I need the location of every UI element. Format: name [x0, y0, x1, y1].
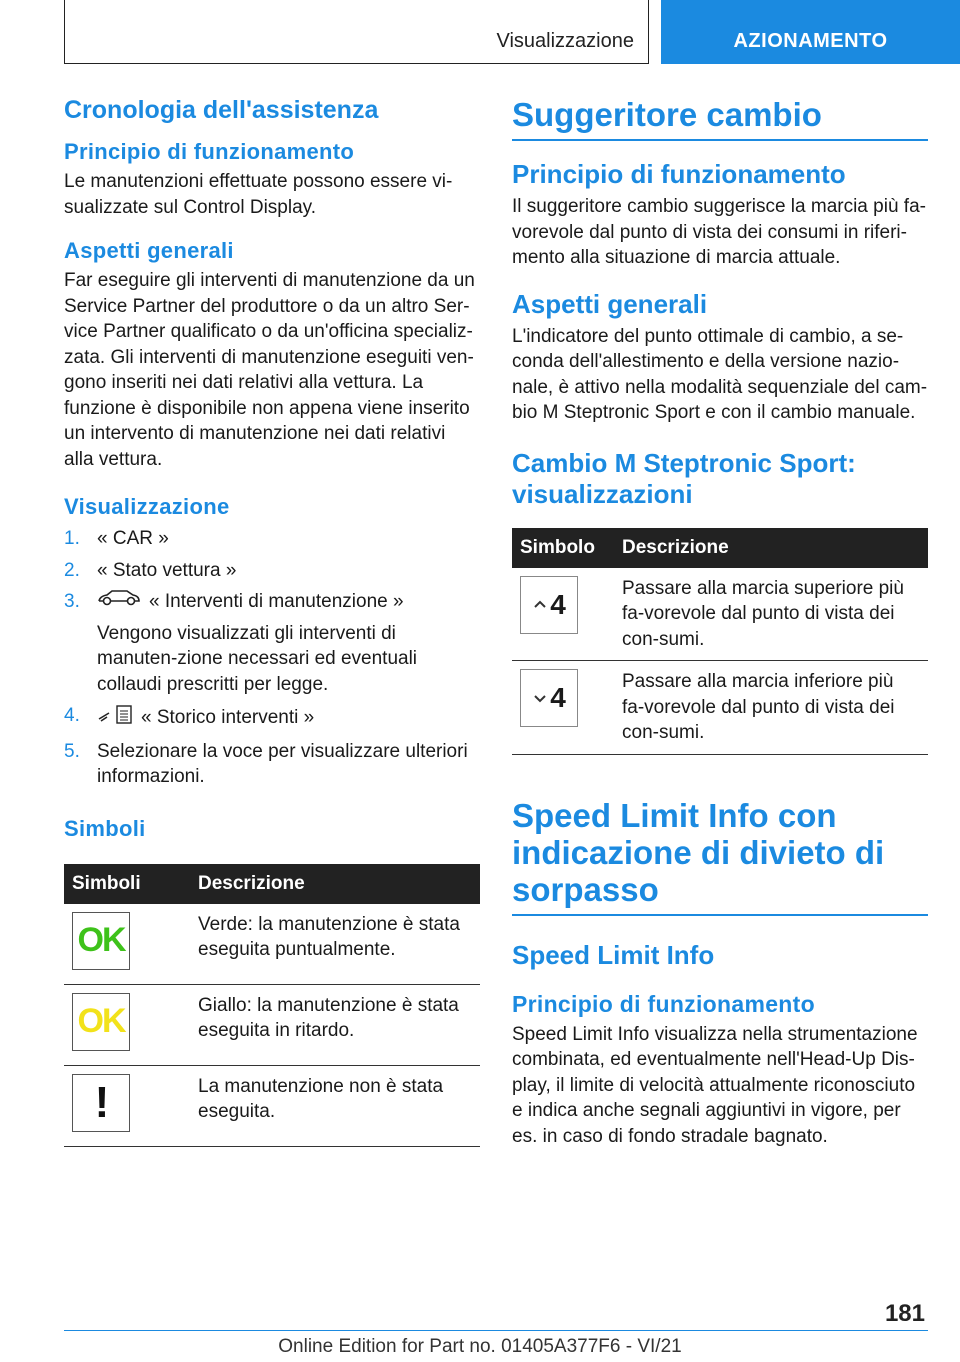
service-history-icon — [97, 703, 133, 733]
heading-aspetti: Aspetti generali — [64, 238, 234, 263]
header-section-box — [64, 0, 649, 64]
heading-principio: Principio di funzionamento — [64, 139, 355, 164]
table-cell: Giallo: la manutenzione è stata eseguita in ritardo. — [190, 984, 480, 1065]
table-row — [512, 568, 928, 661]
footer-divider — [64, 1330, 928, 1331]
list-item — [64, 703, 480, 733]
heading-aspetti: Aspetti generali — [512, 288, 708, 319]
page-number: 181 — [884, 1300, 925, 1327]
table-header: Descrizione — [614, 528, 928, 568]
text-principio: Il suggeritore cambio suggerisce la marcia più fa-vorevole dal punto di vista dei consumi in riferi-mento alla situazione di marcia attuale. — [512, 196, 926, 268]
upshift-icon: 4 — [520, 576, 578, 634]
footer-edition: Online Edition for Part no. 01405A377F6 - VI/21 — [278, 1336, 682, 1357]
step-number: 1. — [64, 528, 80, 549]
header-chapter: AZIONAMENTO — [733, 30, 888, 52]
step-number: 2. — [64, 559, 80, 581]
step-text: « Stato vettura » — [97, 559, 237, 581]
right-column — [512, 96, 928, 1149]
step-number: 3. — [64, 591, 80, 612]
table-header: Simbolo — [512, 528, 614, 568]
text-aspetti: Far eseguire gli interventi di manutenzione da un Service Partner del produttore o da un altro Ser-vice Partner qualificato o da un'officina specializ-zata. Gli interventi di manutenzione eseguiti ven-gono inseriti nei dati relativi alla vettura. La funzione è disponibile non appena viene inserito un intervento di manutenzione nei dati relativi alla vettura. — [64, 270, 475, 470]
section-title: Suggeritore cambio — [512, 96, 928, 141]
heading-simboli: Simboli — [64, 815, 146, 841]
text-principio-2: Speed Limit Info visualizza nella strumentazione combinata, ed eventualmente nell'Head-Up Dis-play, il limite di velocità attualmente riconosciuto e indica anche segnali aggiuntivi in vigore, per es. in caso di fondo stradale bagnato. — [512, 1023, 918, 1147]
list-item — [64, 558, 480, 584]
step-text: « CAR » — [97, 528, 169, 549]
table-header: Simboli — [64, 864, 190, 904]
steps-list — [64, 526, 480, 790]
step-number: 4. — [64, 705, 80, 727]
step-text: « Interventi di manutenzione » — [149, 591, 404, 612]
symbols-table — [64, 864, 480, 1147]
ok-green-icon: OK — [72, 912, 130, 970]
header-chapter-box — [661, 0, 960, 64]
list-item — [64, 589, 480, 697]
section-title-2: Speed Limit Info con indicazione di divieto di sorpasso — [512, 797, 928, 916]
text-aspetti: L'indicatore del punto ottimale di cambio, a se-conda dell'allestimento e della versione nazio-nale, è attivo nella modalità sequenziale del cam-bio M Steptronic Sport e con il cambio manuale. — [512, 325, 928, 423]
header-section: Visualizzazione — [496, 30, 634, 52]
list-item — [64, 739, 480, 790]
step-note: Vengono visualizzati gli interventi di manuten-zione necessari ed eventuali collaudi prescritti per legge. — [97, 622, 418, 695]
step-number: 5. — [64, 740, 80, 762]
table-cell: Passare alla marcia superiore più fa-vorevole dal punto di vista dei con-sumi. — [614, 568, 928, 661]
table-row — [64, 904, 480, 985]
left-column — [64, 96, 480, 1147]
heading-visualizzazione: Visualizzazione — [64, 494, 230, 519]
heading-cambio: Cambio M Steptronic Sport: visualizzazioni — [512, 447, 856, 509]
table-row — [64, 1065, 480, 1146]
step-text: Selezionare la voce per visualizzare ulteriori informazioni. — [97, 740, 468, 788]
heading-principio-2: Principio di funzionamento — [512, 990, 815, 1017]
gear-table — [512, 528, 928, 755]
table-row — [64, 984, 480, 1065]
ok-yellow-icon: OK — [72, 993, 130, 1051]
table-cell: Passare alla marcia inferiore più fa-vorevole dal punto di vista dei con-sumi. — [614, 661, 928, 755]
heading-principio: Principio di funzionamento — [512, 159, 846, 189]
downshift-icon: 4 — [520, 669, 578, 727]
heading-speed-limit-info: Speed Limit Info — [512, 939, 715, 970]
table-cell: La manutenzione non è stata eseguita. — [190, 1065, 480, 1146]
list-item — [64, 526, 480, 552]
section-title: Cronologia dell'assistenza — [64, 96, 379, 124]
car-icon — [97, 589, 141, 615]
table-cell: Verde: la manutenzione è stata eseguita puntualmente. — [190, 904, 480, 985]
exclamation-icon: ! — [72, 1074, 130, 1132]
step-text: « Storico interventi » — [141, 707, 315, 728]
table-row — [512, 661, 928, 755]
table-header: Descrizione — [190, 864, 480, 904]
text-principio: Le manutenzioni effettuate possono essere vi-sualizzate sul Control Display. — [64, 171, 453, 218]
